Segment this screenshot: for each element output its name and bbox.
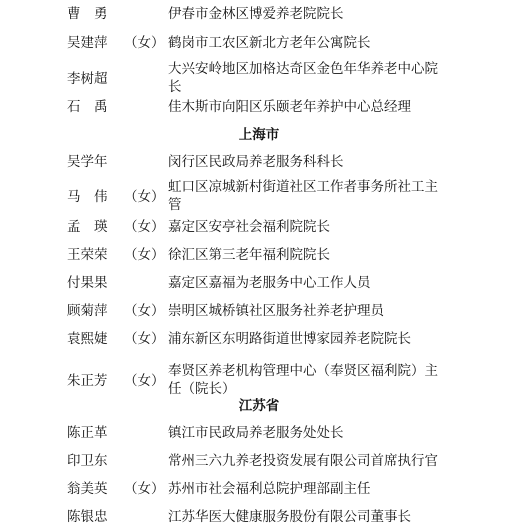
person-name: 马 伟 <box>67 189 108 205</box>
position-description-line: 徐汇区第三老年福利院院长 <box>168 247 330 263</box>
position-description <box>168 60 460 96</box>
position-description <box>168 274 460 292</box>
person-name: 顾菊萍 <box>67 303 108 319</box>
person-name: 袁熙婕 <box>67 331 108 347</box>
position-description-line: 嘉定区嘉福为老服务中心工作人员 <box>168 275 371 291</box>
gender-note: （女） <box>124 481 165 497</box>
position-description-line: 伊春市金林区博爱养老院院长 <box>168 6 344 22</box>
person-name: 朱正芳 <box>67 373 108 389</box>
position-description <box>168 480 460 498</box>
position-description <box>168 218 460 236</box>
position-description-line: 管 <box>168 197 182 213</box>
position-description-line: 苏州市社会福利总院护理部副主任 <box>168 481 371 497</box>
gender-note: （女） <box>124 373 165 389</box>
person-name: 陈正革 <box>67 425 108 441</box>
position-description <box>168 178 460 214</box>
gender-note: （女） <box>124 303 165 319</box>
position-description-line: 大兴安岭地区加格达奇区金色年华养老中心院 <box>168 61 438 77</box>
person-name: 石 禹 <box>67 99 108 115</box>
section-heading: 上海市 <box>238 127 280 143</box>
position-description <box>168 424 460 442</box>
position-description-line: 佳木斯市向阳区乐颐老年养护中心总经理 <box>168 99 411 115</box>
person-name: 印卫东 <box>67 453 108 469</box>
position-description <box>168 508 460 526</box>
position-description-line: 鹤岗市工农区新北方老年公寓院长 <box>168 35 371 51</box>
position-description-line: 虹口区凉城新村街道社区工作者事务所社工主 <box>168 179 438 195</box>
gender-note: （女） <box>124 35 165 51</box>
position-description <box>168 302 460 320</box>
position-description-line: 任（院长） <box>168 381 236 397</box>
person-name: 孟 瑛 <box>67 219 108 235</box>
position-description-line: 镇江市民政局养老服务处处长 <box>168 425 344 441</box>
gender-note: （女） <box>124 247 165 263</box>
person-name: 陈银忠 <box>67 509 108 525</box>
position-description-line: 江苏华医大健康服务股份有限公司董事长 <box>168 509 411 525</box>
position-description <box>168 246 460 264</box>
position-description <box>168 330 460 348</box>
position-description-line: 长 <box>168 79 182 95</box>
person-name: 李树超 <box>67 71 108 87</box>
position-description <box>168 5 460 23</box>
position-description <box>168 34 460 52</box>
position-description <box>168 362 460 398</box>
position-description-line: 崇明区城桥镇社区服务社养老护理员 <box>168 303 384 319</box>
person-name: 翁美英 <box>67 481 108 497</box>
gender-note: （女） <box>124 331 165 347</box>
position-description-line: 常州三六九养老投资发展有限公司首席执行官 <box>168 453 438 469</box>
position-description <box>168 153 460 171</box>
position-description <box>168 98 460 116</box>
position-description-line: 嘉定区安亭社会福利院院长 <box>168 219 330 235</box>
person-name: 曹 勇 <box>67 6 108 22</box>
position-description <box>168 452 460 470</box>
position-description-line: 闵行区民政局养老服务科科长 <box>168 154 344 170</box>
section-heading: 江苏省 <box>238 398 280 414</box>
person-name: 吴建萍 <box>67 35 108 51</box>
gender-note: （女） <box>124 219 165 235</box>
gender-note: （女） <box>124 189 165 205</box>
person-name: 付果果 <box>67 275 108 291</box>
position-description-line: 奉贤区养老机构管理中心（奉贤区福利院）主 <box>168 363 438 379</box>
position-description-line: 浦东新区东明路街道世博家园养老院院长 <box>168 331 411 347</box>
person-name: 吴学年 <box>67 154 108 170</box>
person-name: 王荣荣 <box>67 247 108 263</box>
